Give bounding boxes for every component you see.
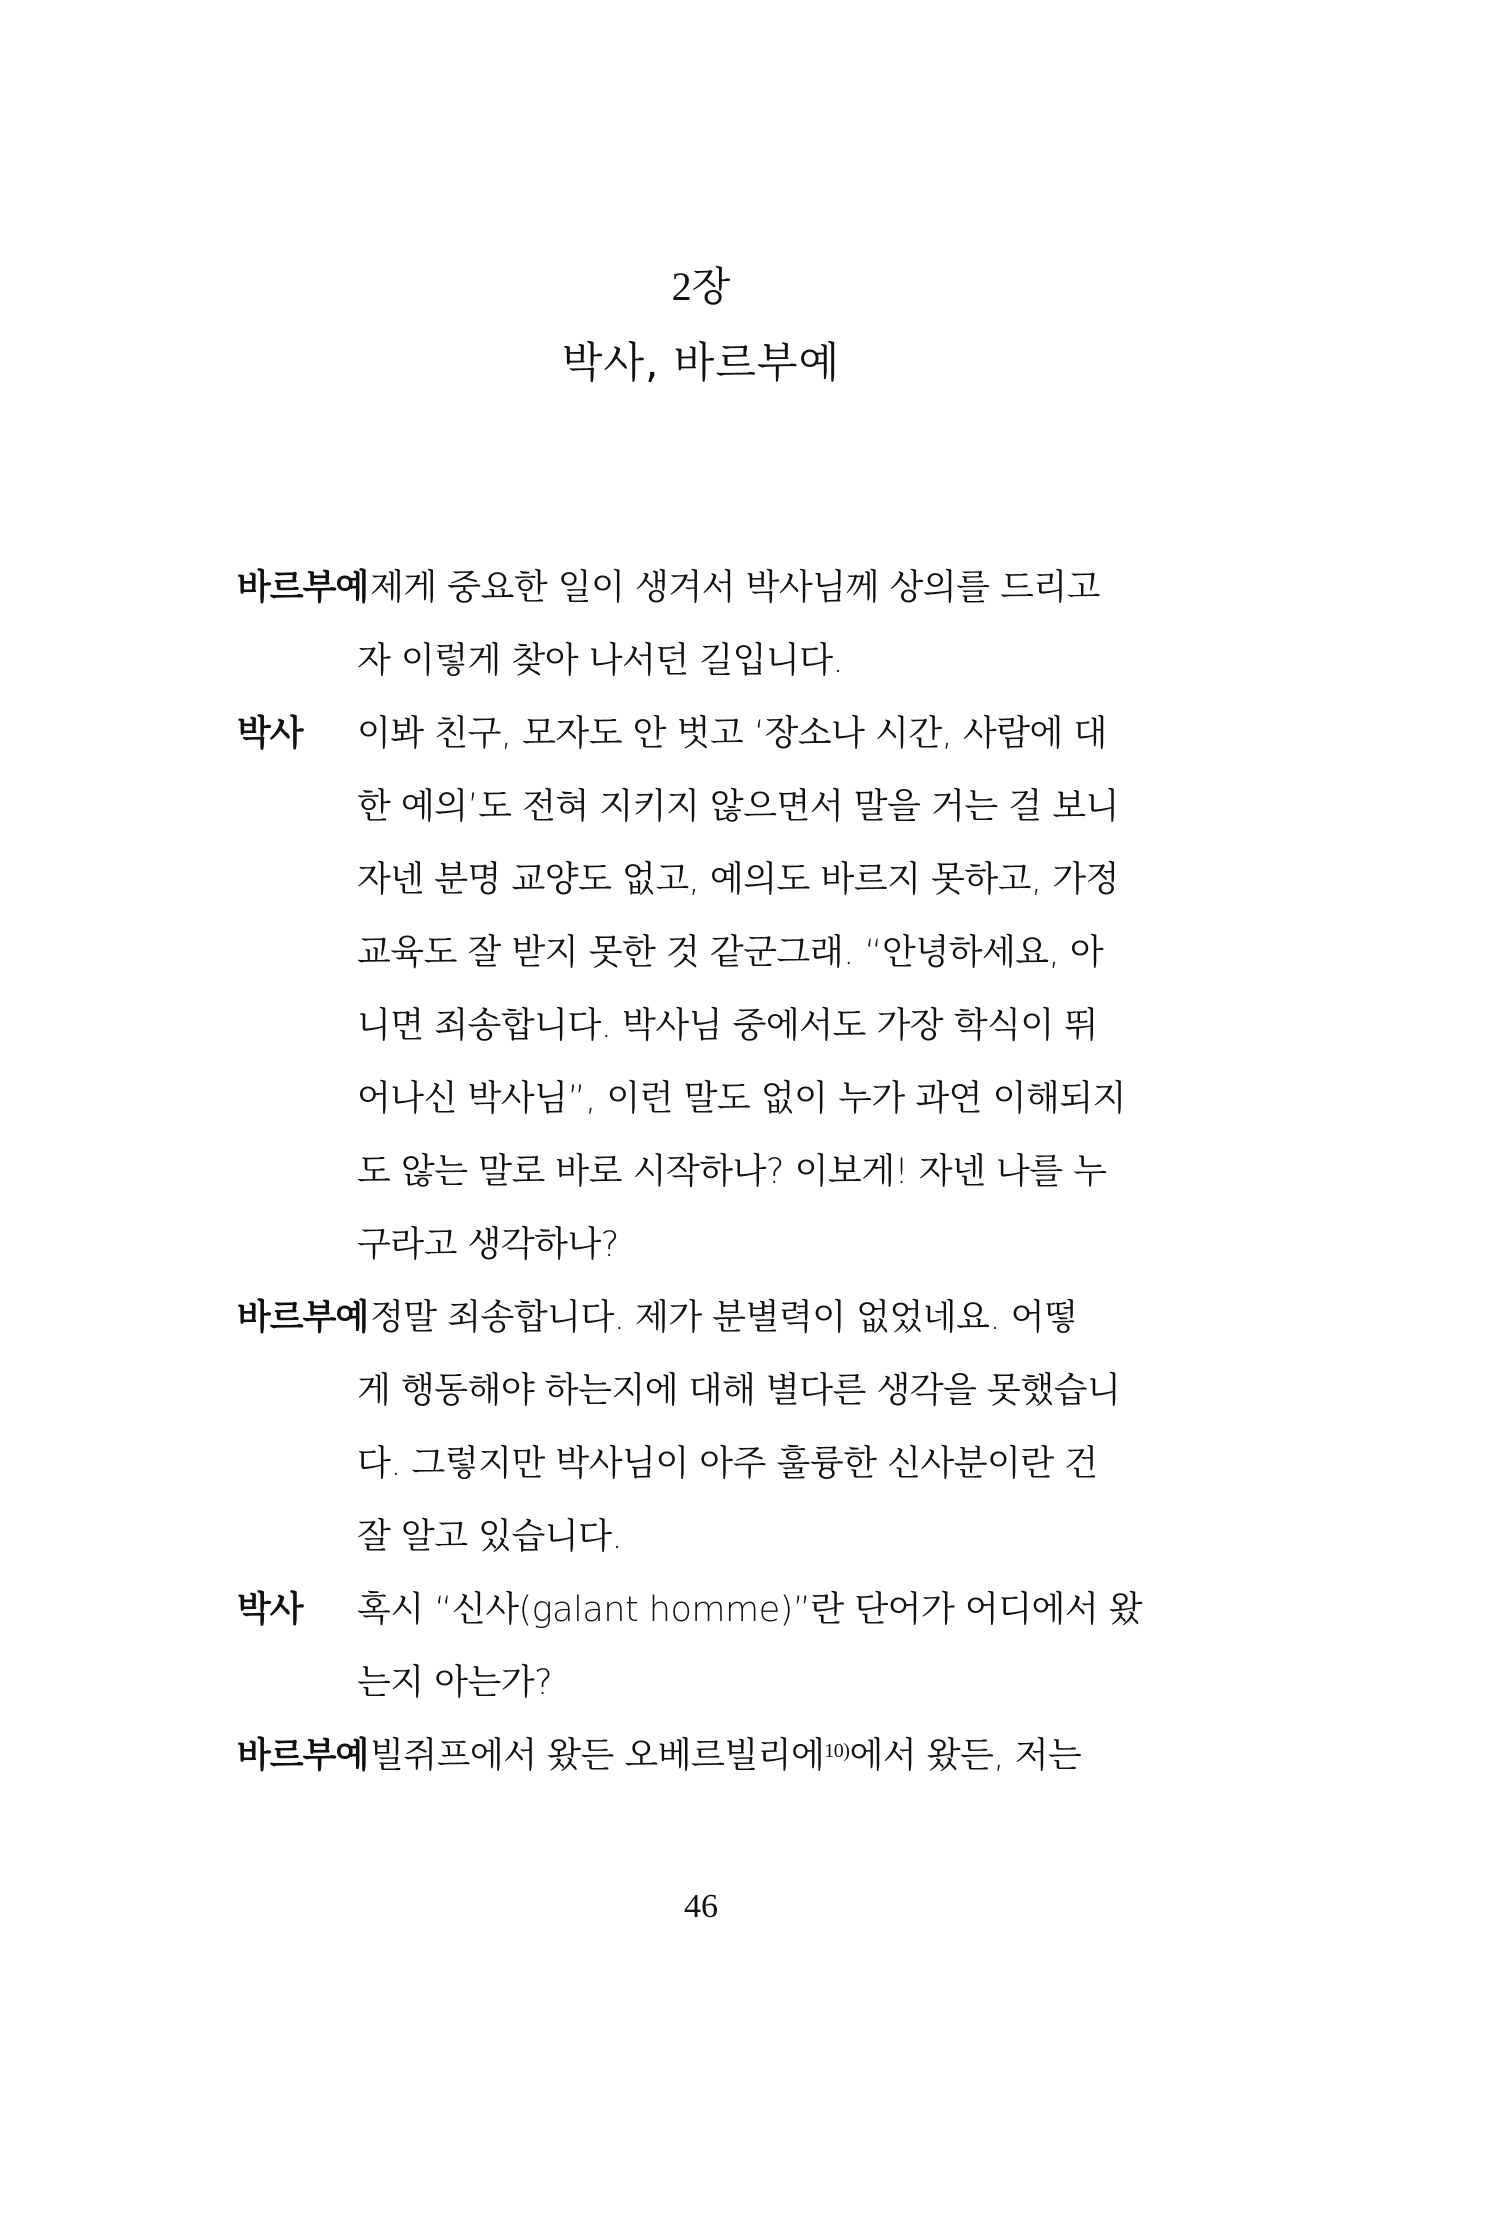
dialogue-line xyxy=(237,917,1177,990)
dialogue-text: 구라고 생각하나? xyxy=(357,1225,619,1265)
chapter-title: 박사, 바르부예 xyxy=(561,338,841,387)
speaker-name: 박사 xyxy=(237,1590,303,1630)
dialogue-line xyxy=(237,1428,1177,1501)
dialogue-text: 제게 중요한 일이 생겨서 박사님께 상의를 드리고 xyxy=(370,568,1100,608)
dialogue-text: 한 예의’도 전혀 지키지 않으면서 말을 거는 걸 보니 xyxy=(357,787,1119,827)
dialogue-text: 정말 죄송합니다. 제가 분별력이 없었네요. 어떻 xyxy=(370,1298,1078,1338)
dialogue-text: 자 이렇게 찾아 나서던 길입니다. xyxy=(357,641,844,681)
dialogue-text: 이봐 친구, 모자도 안 벗고 ‘장소나 시간, 사람에 대 xyxy=(357,714,1107,754)
dialogue-line xyxy=(237,1647,1177,1720)
dialogue-text-after-footnote: 에서 왔든, 저는 xyxy=(849,1736,1082,1776)
dialogue-line xyxy=(237,1720,1177,1793)
dialogue-line xyxy=(237,771,1177,844)
dialogue-line xyxy=(237,552,1177,625)
dialogue-line xyxy=(237,844,1177,917)
speaker-name: 바르부예 xyxy=(237,568,369,608)
dialogue-line xyxy=(237,1209,1177,1282)
dialogue-line xyxy=(237,1574,1177,1647)
dialogue-line xyxy=(237,698,1177,771)
chapter-number: 2장 xyxy=(671,264,731,309)
dialogue-text-before-footnote: 빌쥐프에서 왔든 오베르빌리에 xyxy=(370,1736,825,1776)
dialogue-line xyxy=(237,1355,1177,1428)
dialogue-text: 자넨 분명 교양도 없고, 예의도 바르지 못하고, 가정 xyxy=(357,860,1119,900)
dialogue-text: 혹시 “신사(galant homme)”란 단어가 어디에서 왔 xyxy=(357,1590,1143,1630)
dialogue-text xyxy=(370,1720,1081,1793)
dialogue-line xyxy=(237,990,1177,1063)
footnote-marker[interactable]: 10) xyxy=(824,1740,850,1762)
dialogue-line xyxy=(237,1282,1177,1355)
dialogue-line xyxy=(237,1063,1177,1136)
dialogue-text: 잘 알고 있습니다. xyxy=(357,1517,623,1557)
dialogue-text: 니면 죄송합니다. 박사님 중에서도 가장 학식이 뛰 xyxy=(357,1006,1098,1046)
dialogue-line xyxy=(237,1501,1177,1574)
dialogue-line xyxy=(237,625,1177,698)
dialogue-text: 교육도 잘 받지 못한 것 같군그래. “안녕하세요, 아 xyxy=(357,933,1104,973)
speaker-name: 바르부예 xyxy=(237,1736,369,1776)
page-number: 46 xyxy=(684,1888,718,1925)
dialogue-text: 게 행동해야 하는지에 대해 별다른 생각을 못했습니 xyxy=(357,1371,1121,1411)
dialogue-text: 도 않는 말로 바로 시작하나? 이보게! 자넨 나를 누 xyxy=(357,1152,1107,1192)
dialogue-line xyxy=(237,1136,1177,1209)
dialogue-body xyxy=(237,552,1177,1793)
speaker-name: 바르부예 xyxy=(237,1298,369,1338)
dialogue-text: 는지 아는가? xyxy=(357,1663,553,1703)
dialogue-text: 다. 그렇지만 박사님이 아주 훌륭한 신사분이란 건 xyxy=(357,1444,1098,1484)
speaker-name: 박사 xyxy=(237,714,303,754)
dialogue-text: 어나신 박사님”, 이런 말도 없이 누가 과연 이해되지 xyxy=(357,1079,1126,1119)
